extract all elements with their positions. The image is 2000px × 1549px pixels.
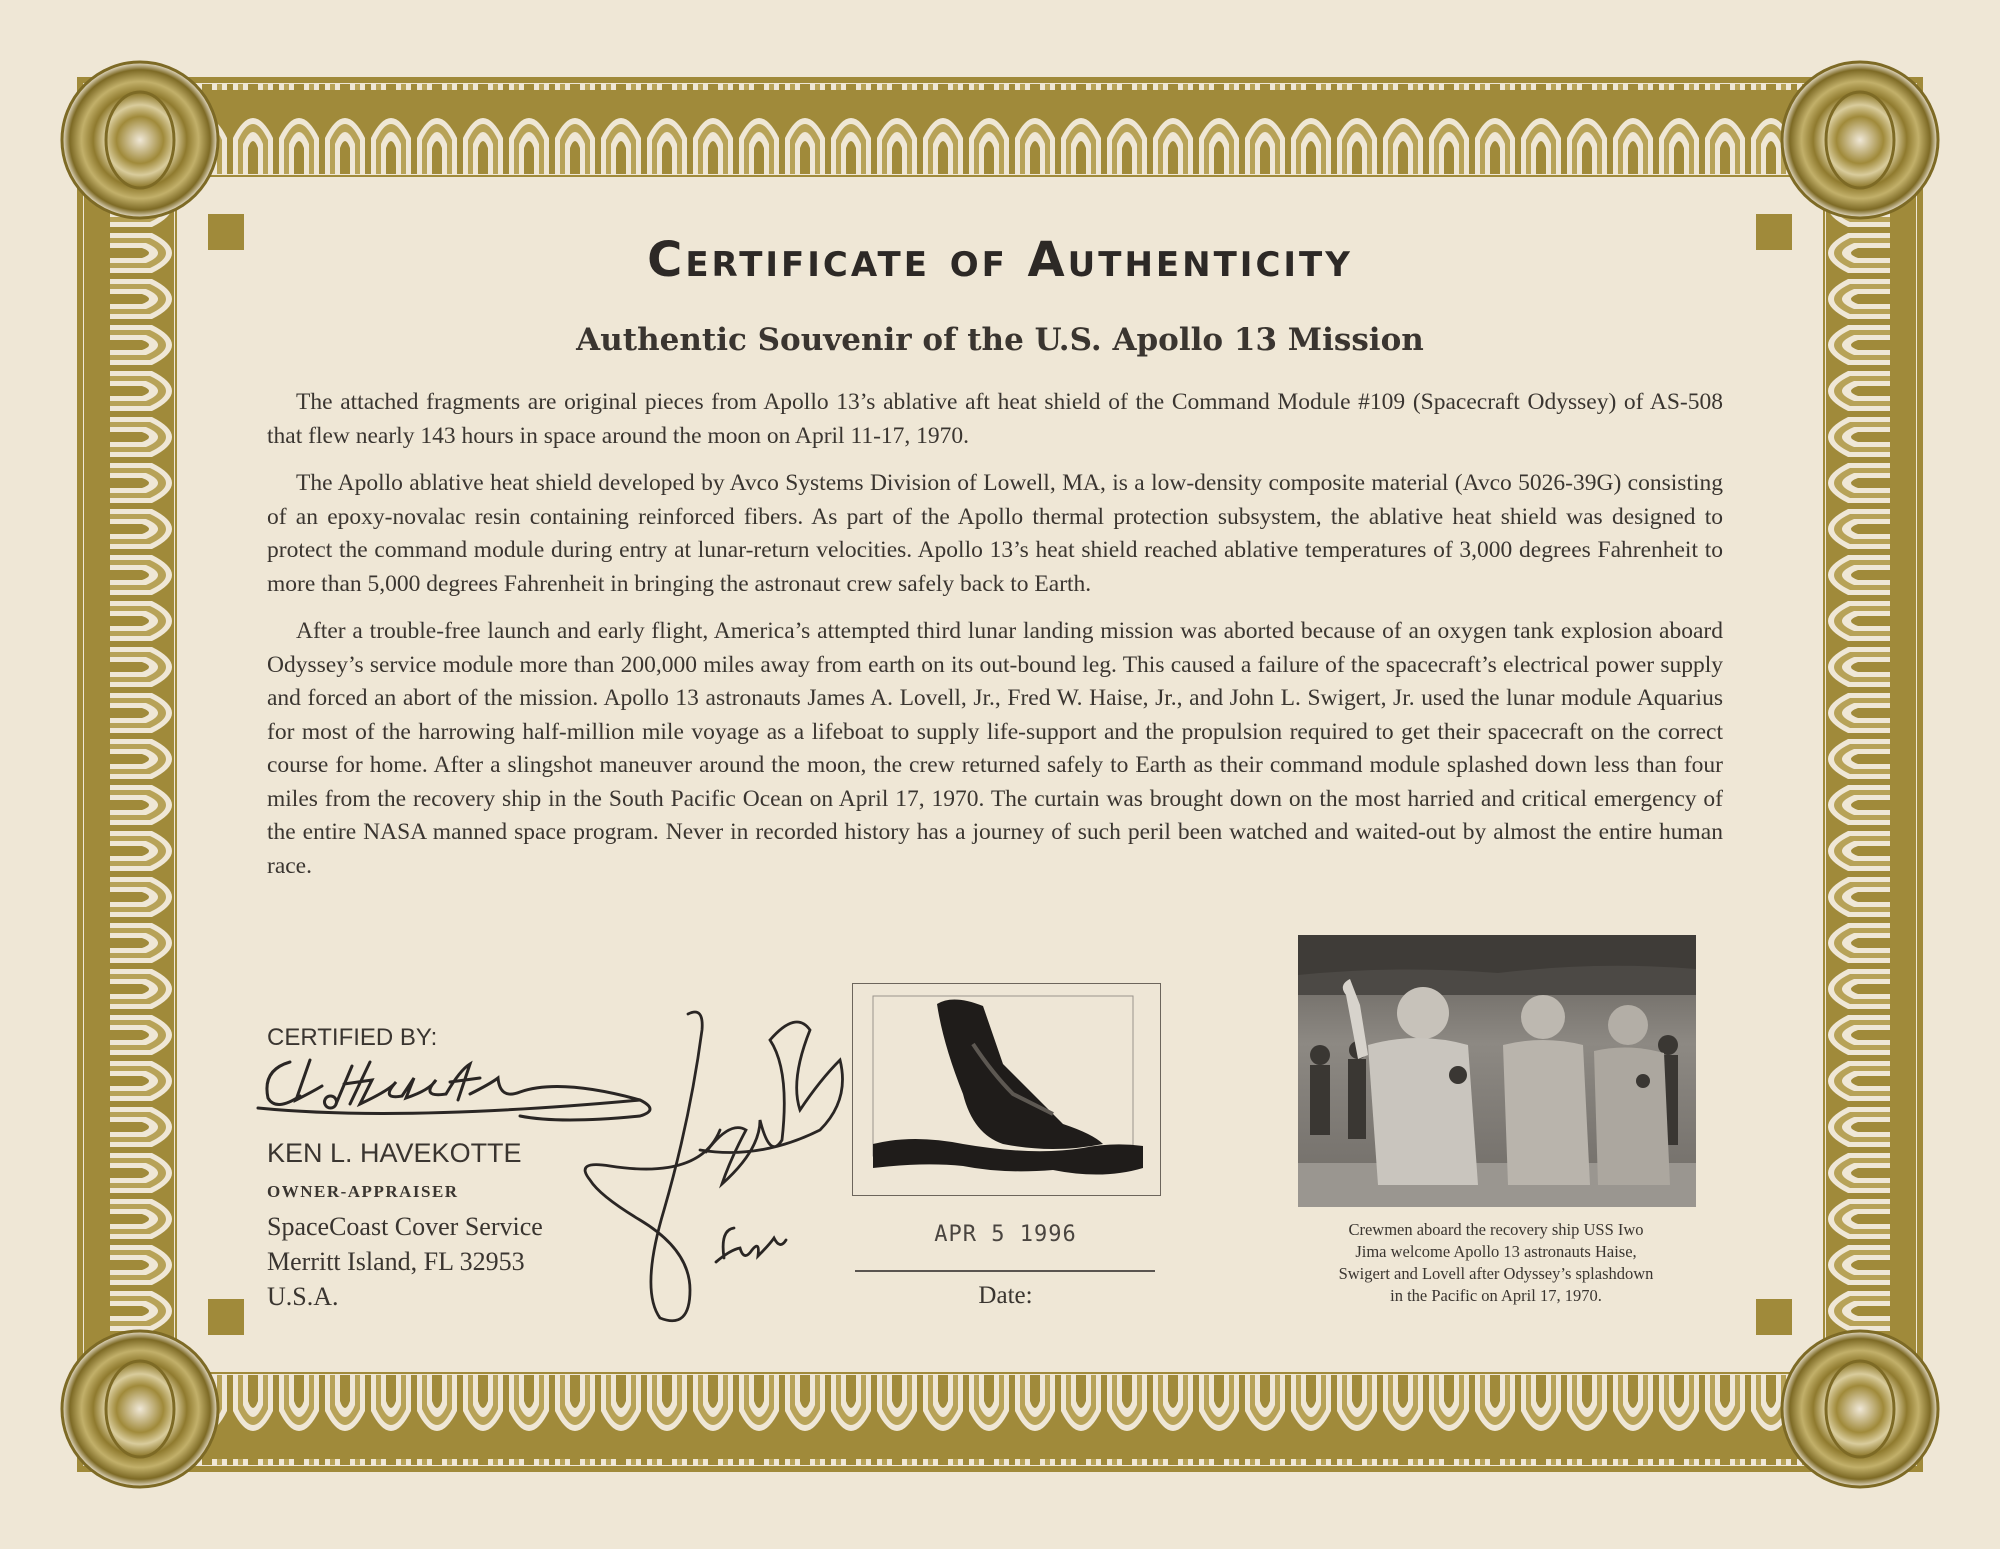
heat-shield-fragment-window [852,983,1161,1196]
astronauts-photo [1298,935,1696,1207]
caption-line: Jima welcome Apollo 13 astronauts Haise, [1355,1242,1637,1261]
certifier-company: SpaceCoast Cover Service [267,1212,543,1241]
certificate-title: Certificate of Authenticity [647,232,1353,288]
body-paragraph-1: The attached fragments are original pieces from Apollo 13’s ablative aft heat shield of the Command Module #109 (Spacecraft Odyssey) of AS-508 that flew nearly 143 hours in space around the moon on April 11-17, 1970. [267,389,1723,449]
certifier-country: U.S.A. [267,1282,339,1311]
caption-line: in the Pacific on April 17, 1970. [1390,1286,1602,1305]
astronauts-photo-graphic [1298,935,1696,1207]
body-paragraph-2: The Apollo ablative heat shield developed by Avco Systems Division of Lowell, MA, is a low-density composite material (Avco 5026-39G) consisting of an epoxy-novalac resin containing reinforced fibers. As part of the Apollo thermal protection subsystem, the ablative heat shield was designed to protect the command module during entry at lunar-return velocities. Apollo 13’s heat shield reached ablative temperatures of 3,000 degrees Fahrenheit to more than 5,000 degrees Fahrenheit in bringing the astronaut crew safely back to Earth. [267,470,1723,597]
caption-line: Crewmen aboard the recovery ship USS Iwo [1348,1220,1644,1239]
photo-caption [1300,1219,1692,1307]
certifier-name: KEN L. HAVEKOTTE [267,1138,522,1168]
certificate-body [267,386,1723,897]
date-label: Date: [978,1282,1033,1309]
certificate-subtitle: Authentic Souvenir of the U.S. Apollo 13 Mission [576,322,1424,358]
heat-shield-fragment [853,984,1160,1195]
certifier-role: OWNER-APPRAISER [267,1182,459,1201]
certified-by-label: CERTIFIED BY: [267,1024,438,1051]
body-paragraph-3: After a trouble-free launch and early flight, America’s attempted third lunar landing mission was aborted because of an oxygen tank explosion aboard Odyssey’s service module more than 200,000 miles away from earth on its out-bound leg. This caused a failure of the spacecraft’s electrical power supply and forced an abort of the mission. Apollo 13 astronauts James A. Lovell, Jr., Fred W. Haise, Jr., and John L. Swigert, Jr. used the lunar module Aquarius for most of the harrowing half-million mile voyage as a lifeboat to supply life-support and the propulsion required to get their spacecraft on the correct course for home. After a slingshot maneuver around the moon, the crew returned safely to Earth as their command module splashed down less than four miles from the recovery ship in the South Pacific Ocean on April 17, 1970. The curtain was brought down on the most harried and critical emergency of the entire NASA manned space program. Never in recorded history has a journey of such peril been watched and waited-out by almost the entire human race. [267,618,1723,879]
stamped-date: APR 5 1996 [934,1222,1077,1247]
caption-line: Swigert and Lovell after Odyssey’s splashdown [1338,1264,1654,1283]
certifier-city: Merritt Island, FL 32953 [267,1247,525,1276]
date-line [855,1270,1155,1272]
